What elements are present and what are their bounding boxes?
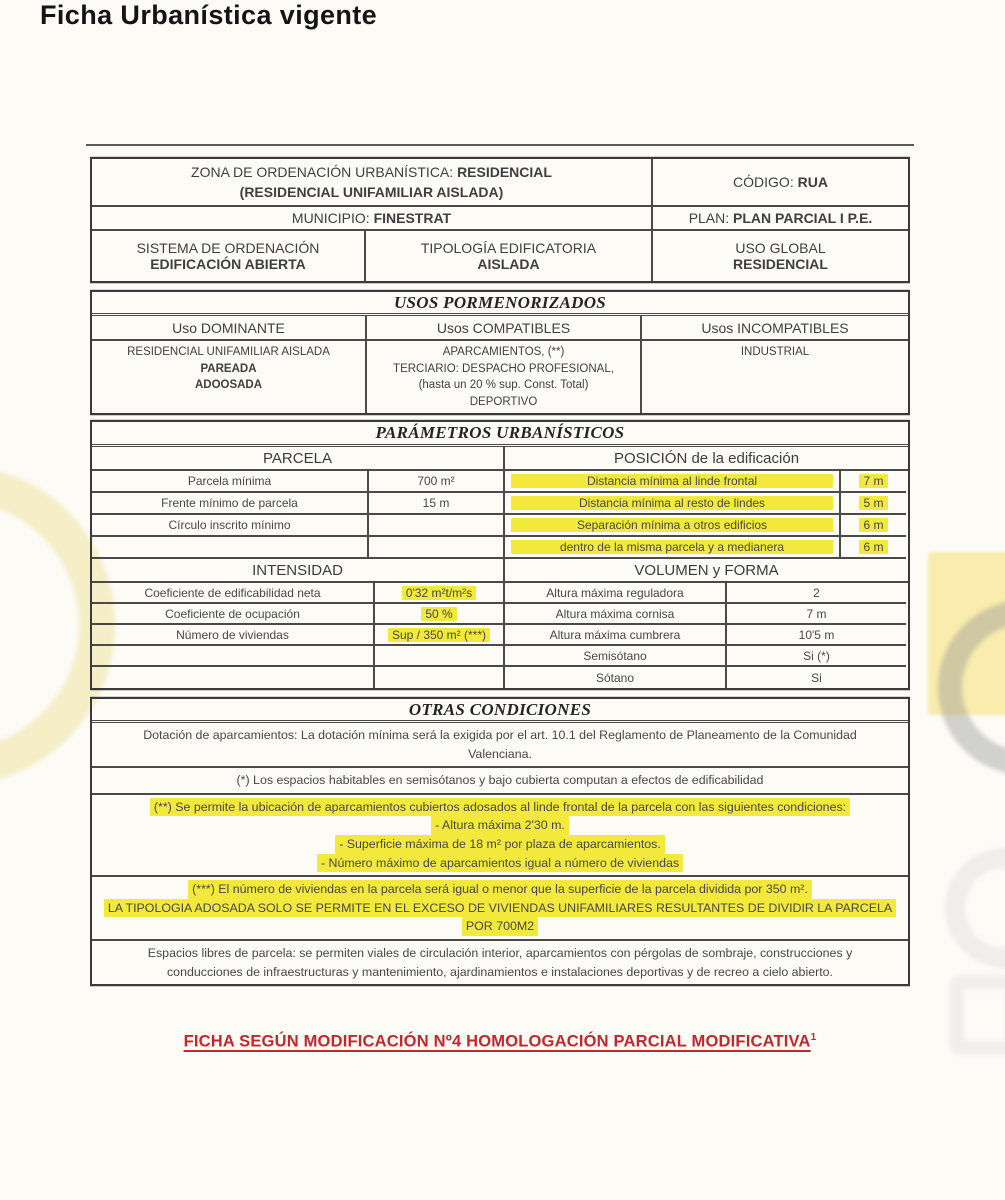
watermark-gray-ring-right [938,600,1005,775]
param-value [375,667,503,688]
uso-dominante-header: Uso DOMINANTE [92,316,367,341]
parcela-grid [92,471,503,559]
parametros-title: PARÁMETROS URBANÍSTICOS [92,422,908,447]
codigo-cell: CÓDIGO: RUA [653,159,908,207]
usos-compatibles-header: Usos COMPATIBLES [367,316,642,341]
usos-title: USOS PORMENORIZADOS [92,292,908,316]
parametros-urbanisticos-table [90,420,910,690]
posicion-header: POSICIÓN de la edificación [505,447,908,471]
municipio-cell: MUNICIPIO: FINESTRAT [92,207,653,231]
uso-global-cell: USO GLOBAL RESIDENCIAL [733,240,828,272]
zone-identification-table [90,157,910,283]
param-label: Altura máxima cornisa [505,604,727,625]
espacios-libres-row: Espacios libres de parcela: se permiten viales de circulación interior, aparcamientos con pérgolas de sombraje, construcciones y conducciones de infraestructuras y mantenimiento, ajardinamientos e instalaciones deportivas y de recreo a cielo abierto. [147,946,853,979]
param-value: 7 m [841,471,906,493]
dotacion-row: Dotación de aparcamientos: La dotación mínima será la exigida por el art. 10.1 del Reglamento de Planeamento de la Comunidad Valenciana. [92,723,908,768]
param-label: Círculo inscrito mínimo [92,515,369,537]
param-label [92,537,369,559]
param-value: 0'32 m²t/m²s [375,583,503,604]
watermark-faint-glyph-top [945,848,1005,968]
param-label: Frente mínimo de parcela [92,493,369,515]
usos-incompatibles-header: Usos INCOMPATIBLES [642,316,908,341]
param-value: 2 [727,583,906,604]
sistema-cell: SISTEMA DE ORDENACIÓN EDIFICACIÓN ABIERTA [92,231,366,281]
param-label: dentro de la misma parcela y a medianera [505,537,841,559]
param-label: Distancia mínima al resto de lindes [505,493,841,515]
watermark-yellow-patch-right [928,552,1005,715]
nota-doble-asterisco-row: (**) Se permite la ubicación de aparcamientos cubiertos adosados al linde frontal de la parcela con las siguientes condiciones: - Altura máxima 2'30 m. - Superficie máxima de 18 m² por plaza de aparcamientos. - Número máximo de aparcamientos igual a número de viviendas [92,795,908,877]
param-value [369,515,503,537]
otras-condiciones-table [90,697,910,986]
otras-title: OTRAS CONDICIONES [92,699,908,723]
param-label: Coeficiente de ocupación [92,604,375,625]
footer-superscript: 1 [810,1032,817,1043]
param-value: 10'5 m [727,625,906,646]
parcela-header: PARCELA [92,447,503,471]
document-footer [90,1032,910,1052]
intensidad-grid [92,583,503,688]
param-label: Distancia mínima al linde frontal [505,471,841,493]
param-label [92,667,375,688]
usos-incompatibles-cell: INDUSTRIAL [740,346,810,358]
param-value: 6 m [841,515,906,537]
usos-compatibles-cell: APARCAMIENTOS, (**) TERCIARIO: DESPACHO PROFESIONAL, (hasta un 20 % sup. Const. Total) DEPORTIVO [367,341,642,413]
nota-triple-asterisco-row: (***) El número de viviendas en la parcela será igual o menor que la superficie de la parcela dividida por 350 m². LA TIPOLOGIA ADOSADA SOLO SE PERMITE EN EL EXCESO DE VIVIENDAS UNIFAMILIARES RESULTANTES DE DIVIDIR LA PARCELA POR 700M2 [92,877,908,941]
plan-cell: PLAN: PLAN PARCIAL I P.E. [653,207,908,231]
param-value: 50 % [375,604,503,625]
param-label [92,646,375,667]
horizontal-rule [86,144,914,146]
param-label: Separación mínima a otros edificios [505,515,841,537]
page-title: Ficha Urbanística vigente [40,0,378,30]
usos-pormenorizados-table [90,290,910,415]
uso-dominante-cell: RESIDENCIAL UNIFAMILIAR AISLADA PAREADA ADOOSADA [92,341,367,413]
zone-line1: ZONA DE ORDENACIÓN URBANÍSTICA: RESIDENCIAL [191,163,552,180]
watermark-faint-glyph-bottom [950,975,1005,1055]
param-value: Si (*) [727,646,906,667]
param-value: 7 m [727,604,906,625]
zone-cell [92,159,653,207]
param-value: 700 m² [369,471,503,493]
zone-line2: (RESIDENCIAL UNIFAMILIAR AISLADA) [239,184,504,200]
param-label: Coeficiente de edificabilidad neta [92,583,375,604]
param-value: Si [811,670,822,685]
param-value: 5 m [841,493,906,515]
param-value: Sup / 350 m² (***) [375,625,503,646]
param-value [375,646,503,667]
nota-asterisco-row: (*) Los espacios habitables en semisótanos y bajo cubierta computan a efectos de edificabilidad [92,768,908,795]
param-value: 15 m [369,493,503,515]
volumen-header: VOLUMEN y FORMA [505,559,908,583]
param-label: Altura máxima cumbrera [505,625,727,646]
tipologia-cell: TIPOLOGÍA EDIFICATORIA AISLADA [366,231,653,281]
param-label: Parcela mínima [92,471,369,493]
volumen-grid [505,583,908,688]
param-label: Semisótano [505,646,727,667]
posicion-grid [505,471,908,559]
footer-text: FICHA SEGÚN MODIFICACIÓN Nº4 HOMOLOGACIÓN PARCIAL MODIFICATIVA [183,1032,811,1051]
param-label: Sótano [505,667,727,688]
param-label: Altura máxima reguladora [505,583,727,604]
param-value [369,537,503,559]
intensidad-header: INTENSIDAD [92,559,503,583]
param-value: 6 m [841,537,906,559]
param-label: Número de viviendas [92,625,375,646]
